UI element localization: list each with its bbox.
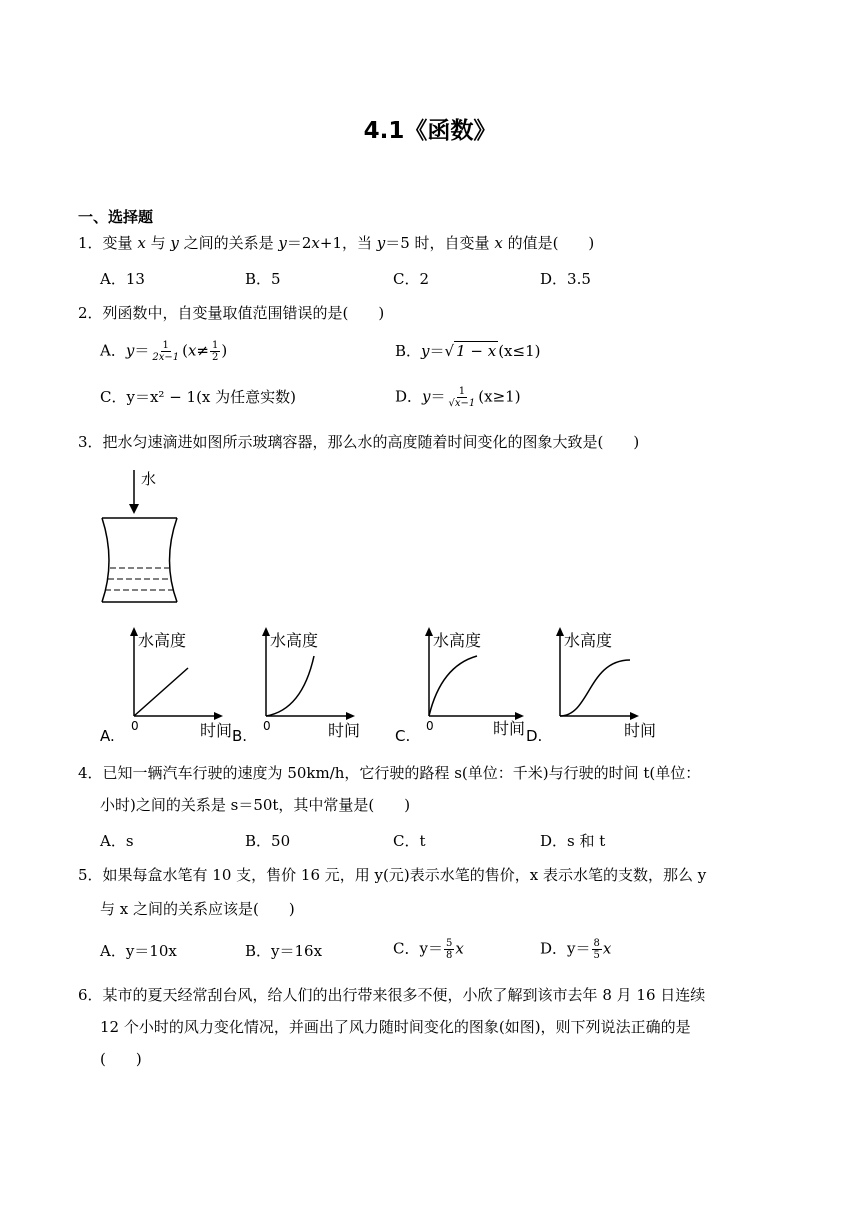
math-op: ≠ [196,341,209,360]
x-axis-arrow [214,712,223,720]
question-5-stem-line1: 5．如果每盒水笔有 10 支，售价 16 元，用 y(元)表示水笔的售价，x 表示水笔的支数，那么 y [78,866,707,884]
numerator: 5 [445,938,453,949]
option-label: C．y＝ [393,939,443,958]
q5-option-b[interactable]: B．y＝16x [245,942,323,960]
q1-text: 的值是( ) [502,234,595,252]
q4-option-b[interactable]: B．50 [245,832,291,850]
water-arrow-head [129,504,139,514]
math-var: y [422,387,431,406]
y-axis-arrow [556,627,564,636]
option-label: D．y＝ [540,939,591,958]
origin-label: 0 [263,719,271,733]
graph-option-a[interactable] [100,624,240,744]
y-axis-arrow [425,627,433,636]
question-1-stem [78,234,594,252]
y-axis-label: 水高度 [138,631,187,650]
q1-text: 变量 [102,234,138,252]
denominator: 8 [445,950,453,961]
option-label: C. [395,727,411,744]
q1-text: ＝5 时，自变量 [385,234,495,252]
denominator: 2 [212,352,219,363]
numerator: 1 [162,340,169,351]
q1-option-c[interactable]: C．2 [393,270,430,288]
math-eq: ＝ [134,341,150,360]
domain-condition: (x≤1) [498,342,541,360]
y-axis-label: 水高度 [270,631,319,650]
y-axis-label: 水高度 [564,631,613,650]
question-6-stem-line3: ( ) [100,1050,142,1068]
question-4-stem-line1: 4．已知一辆汽车行驶的速度为 50km/h，它行驶的路程 s(单位：千米)与行驶的时间 t(单位： [78,764,701,782]
q1-var: y [376,234,386,252]
q1-var: y [278,234,287,252]
q1-option-b[interactable]: B．5 [245,270,281,288]
q1-var: x [137,234,146,252]
q1-text: 与 [145,234,171,252]
numerator: 1 [212,340,219,351]
q5-option-d[interactable] [540,938,611,961]
domain-condition: (x≥1) [478,387,521,406]
q1-number: 1． [78,234,103,252]
q2-option-d[interactable] [395,386,521,409]
y-axis-arrow [130,627,138,636]
q1-var: x [494,234,503,252]
q1-text: ＝2 [286,234,312,252]
y-axis-label: 水高度 [433,631,482,650]
question-6-stem-line1: 6．某市的夏天经常刮台风，给人们的出行带来很多不便，小欣了解到该市去年 8 月 16 日连续 [78,986,706,1004]
q1-var: y [170,234,179,252]
fraction [210,340,220,363]
radicand: 1 − x [456,342,497,360]
q1-text: +1，当 [319,234,377,252]
sqrt-sign: √ [444,342,455,360]
math-paren: ( [182,341,188,360]
graph-curve [560,660,630,716]
water-label: 水 [141,470,157,488]
x-axis-label: 时间 [200,721,233,740]
option-label: C． [100,388,127,406]
q2-option-b[interactable] [395,342,540,360]
option-label: A. [100,727,115,744]
numerator: 1 [458,386,466,397]
option-label: A． [100,341,126,360]
fraction [592,938,602,961]
x-axis-arrow [346,712,355,720]
container-right-wall [170,518,178,602]
origin-label: 0 [131,719,139,733]
graph-curve [429,656,477,716]
math-eq: ＝ [429,342,445,360]
question-2-stem: 2．列函数中，自变量取值范围错误的是( ) [78,304,385,322]
graph-option-c[interactable] [395,624,535,744]
option-text: y＝x² − 1(x 为任意实数) [126,388,297,406]
fraction [447,386,478,409]
container-left-wall [102,518,109,602]
graph-curve [134,668,188,716]
x-axis-arrow [630,712,639,720]
y-axis-arrow [262,627,270,636]
question-6-stem-line2: 12 个小时的风力变化情况，并画出了风力随时间变化的图象(如图)，则下列说法正确的是 [100,1018,691,1036]
q2-option-c[interactable] [100,388,296,406]
denominator: 2x−1 [152,352,180,363]
option-label: D． [395,387,423,406]
fraction [444,938,454,961]
graph-curve [266,656,314,716]
q1-option-d[interactable]: D．3.5 [540,270,591,288]
q4-option-a[interactable]: A．s [100,832,134,850]
math-var: y [125,341,135,360]
x-axis-label: 时间 [493,719,526,738]
graph-option-d[interactable] [526,624,676,744]
question-5-stem-line2: 与 x 之间的关系应该是( ) [100,900,295,918]
q5-option-a[interactable]: A．y＝10x [100,942,177,960]
denominator: √x−1 [448,398,476,409]
option-label: B. [232,727,248,744]
math-var: x [187,341,197,360]
page-title: 4.1《函数》 [363,118,497,144]
section-heading: 一、选择题 [78,208,154,226]
q4-option-c[interactable]: C．t [393,832,426,850]
math-var: x [602,939,612,958]
math-paren: ) [221,341,228,360]
denominator: 5 [593,950,600,961]
x-axis-label: 时间 [328,721,361,740]
math-var: x [455,939,464,958]
q5-option-c[interactable] [393,938,464,961]
option-label: B． [395,342,422,360]
q2-option-a[interactable] [100,340,227,363]
numerator: 8 [593,938,600,949]
q1-text: 之间的关系是 [178,234,279,252]
x-axis-label: 时间 [624,721,657,740]
container-figure [96,468,196,608]
origin-label: 0 [426,719,434,733]
math-var: y [421,342,430,360]
question-4-stem-line2: 小时)之间的关系是 s＝50t，其中常量是( ) [100,796,411,814]
q1-option-a[interactable]: A．13 [100,270,145,288]
question-3-stem: 3．把水匀速滴进如图所示玻璃容器，那么水的高度随着时间变化的图象大致是( ) [78,433,640,451]
math-eq: ＝ [430,387,446,406]
q1-var: x [311,234,320,252]
graph-option-b[interactable] [232,624,372,744]
fraction [150,340,181,363]
q4-option-d[interactable]: D．s 和 t [540,832,606,850]
option-label: D. [526,727,543,744]
